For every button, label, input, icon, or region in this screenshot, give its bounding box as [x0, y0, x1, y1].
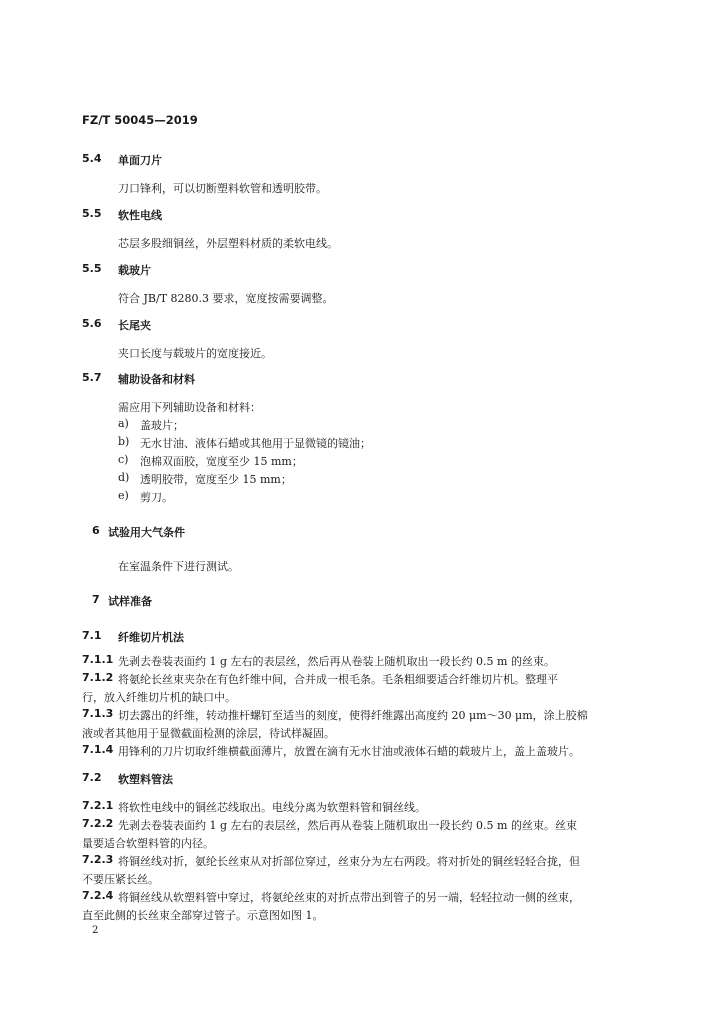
- clause-7-1-3-text: 切去露出的纤维，转动推杆螺钉至适当的刻度，使得纤维露出高度约 20 μm～30 μm，涂上胶棉: [118, 709, 588, 722]
- list-marker: b): [118, 435, 130, 448]
- section-7-2-title: 软塑料管法: [118, 773, 173, 786]
- section-7-1-number: 7.1: [82, 629, 102, 642]
- clause-7-2-4-number: 7.2.4: [82, 889, 114, 902]
- standard-code-header: FZ/T 50045—2019: [82, 113, 198, 127]
- clause-7-1-2-text: 将氨纶长丝束夹杂在有色纤维中间，合并成一根毛条。毛条粗细要适合纤维切片机。整理平: [118, 673, 558, 686]
- list-item: 泡棉双面胶，宽度至少 15 mm；: [140, 455, 303, 468]
- list-marker: d): [118, 471, 130, 484]
- section-7-number: 7: [92, 593, 100, 606]
- section-5-5-text: 芯层多股细铜丝，外层塑料材质的柔软电线。: [118, 237, 338, 250]
- section-5-6-title: 长尾夹: [118, 319, 151, 332]
- list-item: 盖玻片；: [140, 419, 184, 432]
- clause-7-1-4-text: 用锋利的刀片切取纤维横截面薄片，放置在滴有无水甘油或液体石蜡的载玻片上，盖上盖玻片。: [118, 745, 580, 758]
- clause-7-2-4-text-cont: 直至此侧的长丝束全部穿过管子。示意图如图 1。: [82, 909, 324, 922]
- section-5-7-intro: 需应用下列辅助设备和材料：: [118, 401, 261, 414]
- list-item: 透明胶带，宽度至少 15 mm；: [140, 473, 292, 486]
- clause-7-1-3-number: 7.1.3: [82, 707, 114, 720]
- section-5-5-title: 软性电线: [118, 209, 162, 222]
- list-marker: e): [118, 489, 129, 502]
- list-item: 无水甘油、液体石蜡或其他用于显微镜的镜油；: [140, 437, 371, 450]
- section-5-6-text: 夹口长度与载玻片的宽度接近。: [118, 347, 272, 360]
- section-5-7-number: 5.7: [82, 371, 102, 384]
- clause-7-1-2-text-cont: 行，放入纤维切片机的缺口中。: [82, 691, 236, 704]
- clause-7-2-1-text: 将软性电线中的铜丝芯线取出。电线分离为软塑料管和铜丝线。: [118, 801, 426, 814]
- clause-7-2-2-text-cont: 量要适合软塑料管的内径。: [82, 837, 214, 850]
- page-number: 2: [92, 925, 99, 936]
- section-6-number: 6: [92, 524, 100, 537]
- clause-7-2-2-text: 先剥去卷装表面约 1 g 左右的表层丝，然后再从卷装上随机取出一段长约 0.5 m 的丝束。丝束: [118, 819, 577, 832]
- section-7-2-number: 7.2: [82, 771, 102, 784]
- section-6-text: 在室温条件下进行测试。: [118, 560, 239, 573]
- section-6-title: 试验用大气条件: [108, 526, 185, 539]
- section-5-6-number: 5.6: [82, 317, 102, 330]
- section-5-4-text: 刀口锋利，可以切断塑料软管和透明胶带。: [118, 182, 327, 195]
- clause-7-1-2-number: 7.1.2: [82, 671, 114, 684]
- clause-7-2-1-number: 7.2.1: [82, 799, 114, 812]
- clause-7-1-3-text-cont: 液或者其他用于显微截面检测的涂层，待试样凝固。: [82, 727, 335, 740]
- list-marker: a): [118, 417, 129, 430]
- list-item: 剪刀。: [140, 491, 173, 504]
- clause-7-2-4-text: 将铜丝线从软塑料管中穿过，将氨纶丝束的对折点带出到管子的另一端，轻轻拉动一侧的丝束，: [118, 891, 580, 904]
- clause-7-1-1-number: 7.1.1: [82, 653, 114, 666]
- list-marker: c): [118, 453, 129, 466]
- section-5-7-title: 辅助设备和材料: [118, 373, 195, 386]
- section-7-1-title: 纤维切片机法: [118, 631, 184, 644]
- section-5-5-number: 5.5: [82, 207, 102, 220]
- clause-7-2-3-number: 7.2.3: [82, 853, 114, 866]
- clause-7-1-1-text: 先剥去卷装表面约 1 g 左右的表层丝，然后再从卷装上随机取出一段长约 0.5 m 的丝束。: [118, 655, 555, 668]
- section-5-5b-text: 符合 JB/T 8280.3 要求，宽度按需要调整。: [118, 292, 334, 305]
- clause-7-2-2-number: 7.2.2: [82, 817, 114, 830]
- section-5-5b-title: 载玻片: [118, 264, 151, 277]
- section-5-4-number: 5.4: [82, 152, 102, 165]
- clause-7-2-3-text-cont: 不要压紧长丝。: [82, 873, 159, 886]
- section-5-5b-number: 5.5: [82, 262, 102, 275]
- clause-7-2-3-text: 将铜丝线对折，氨纶长丝束从对折部位穿过，丝束分为左右两段。将对折处的铜丝轻轻合拢，但: [118, 855, 580, 868]
- clause-7-1-4-number: 7.1.4: [82, 743, 114, 756]
- section-5-4-title: 单面刀片: [118, 154, 162, 167]
- section-7-title: 试样准备: [108, 595, 152, 608]
